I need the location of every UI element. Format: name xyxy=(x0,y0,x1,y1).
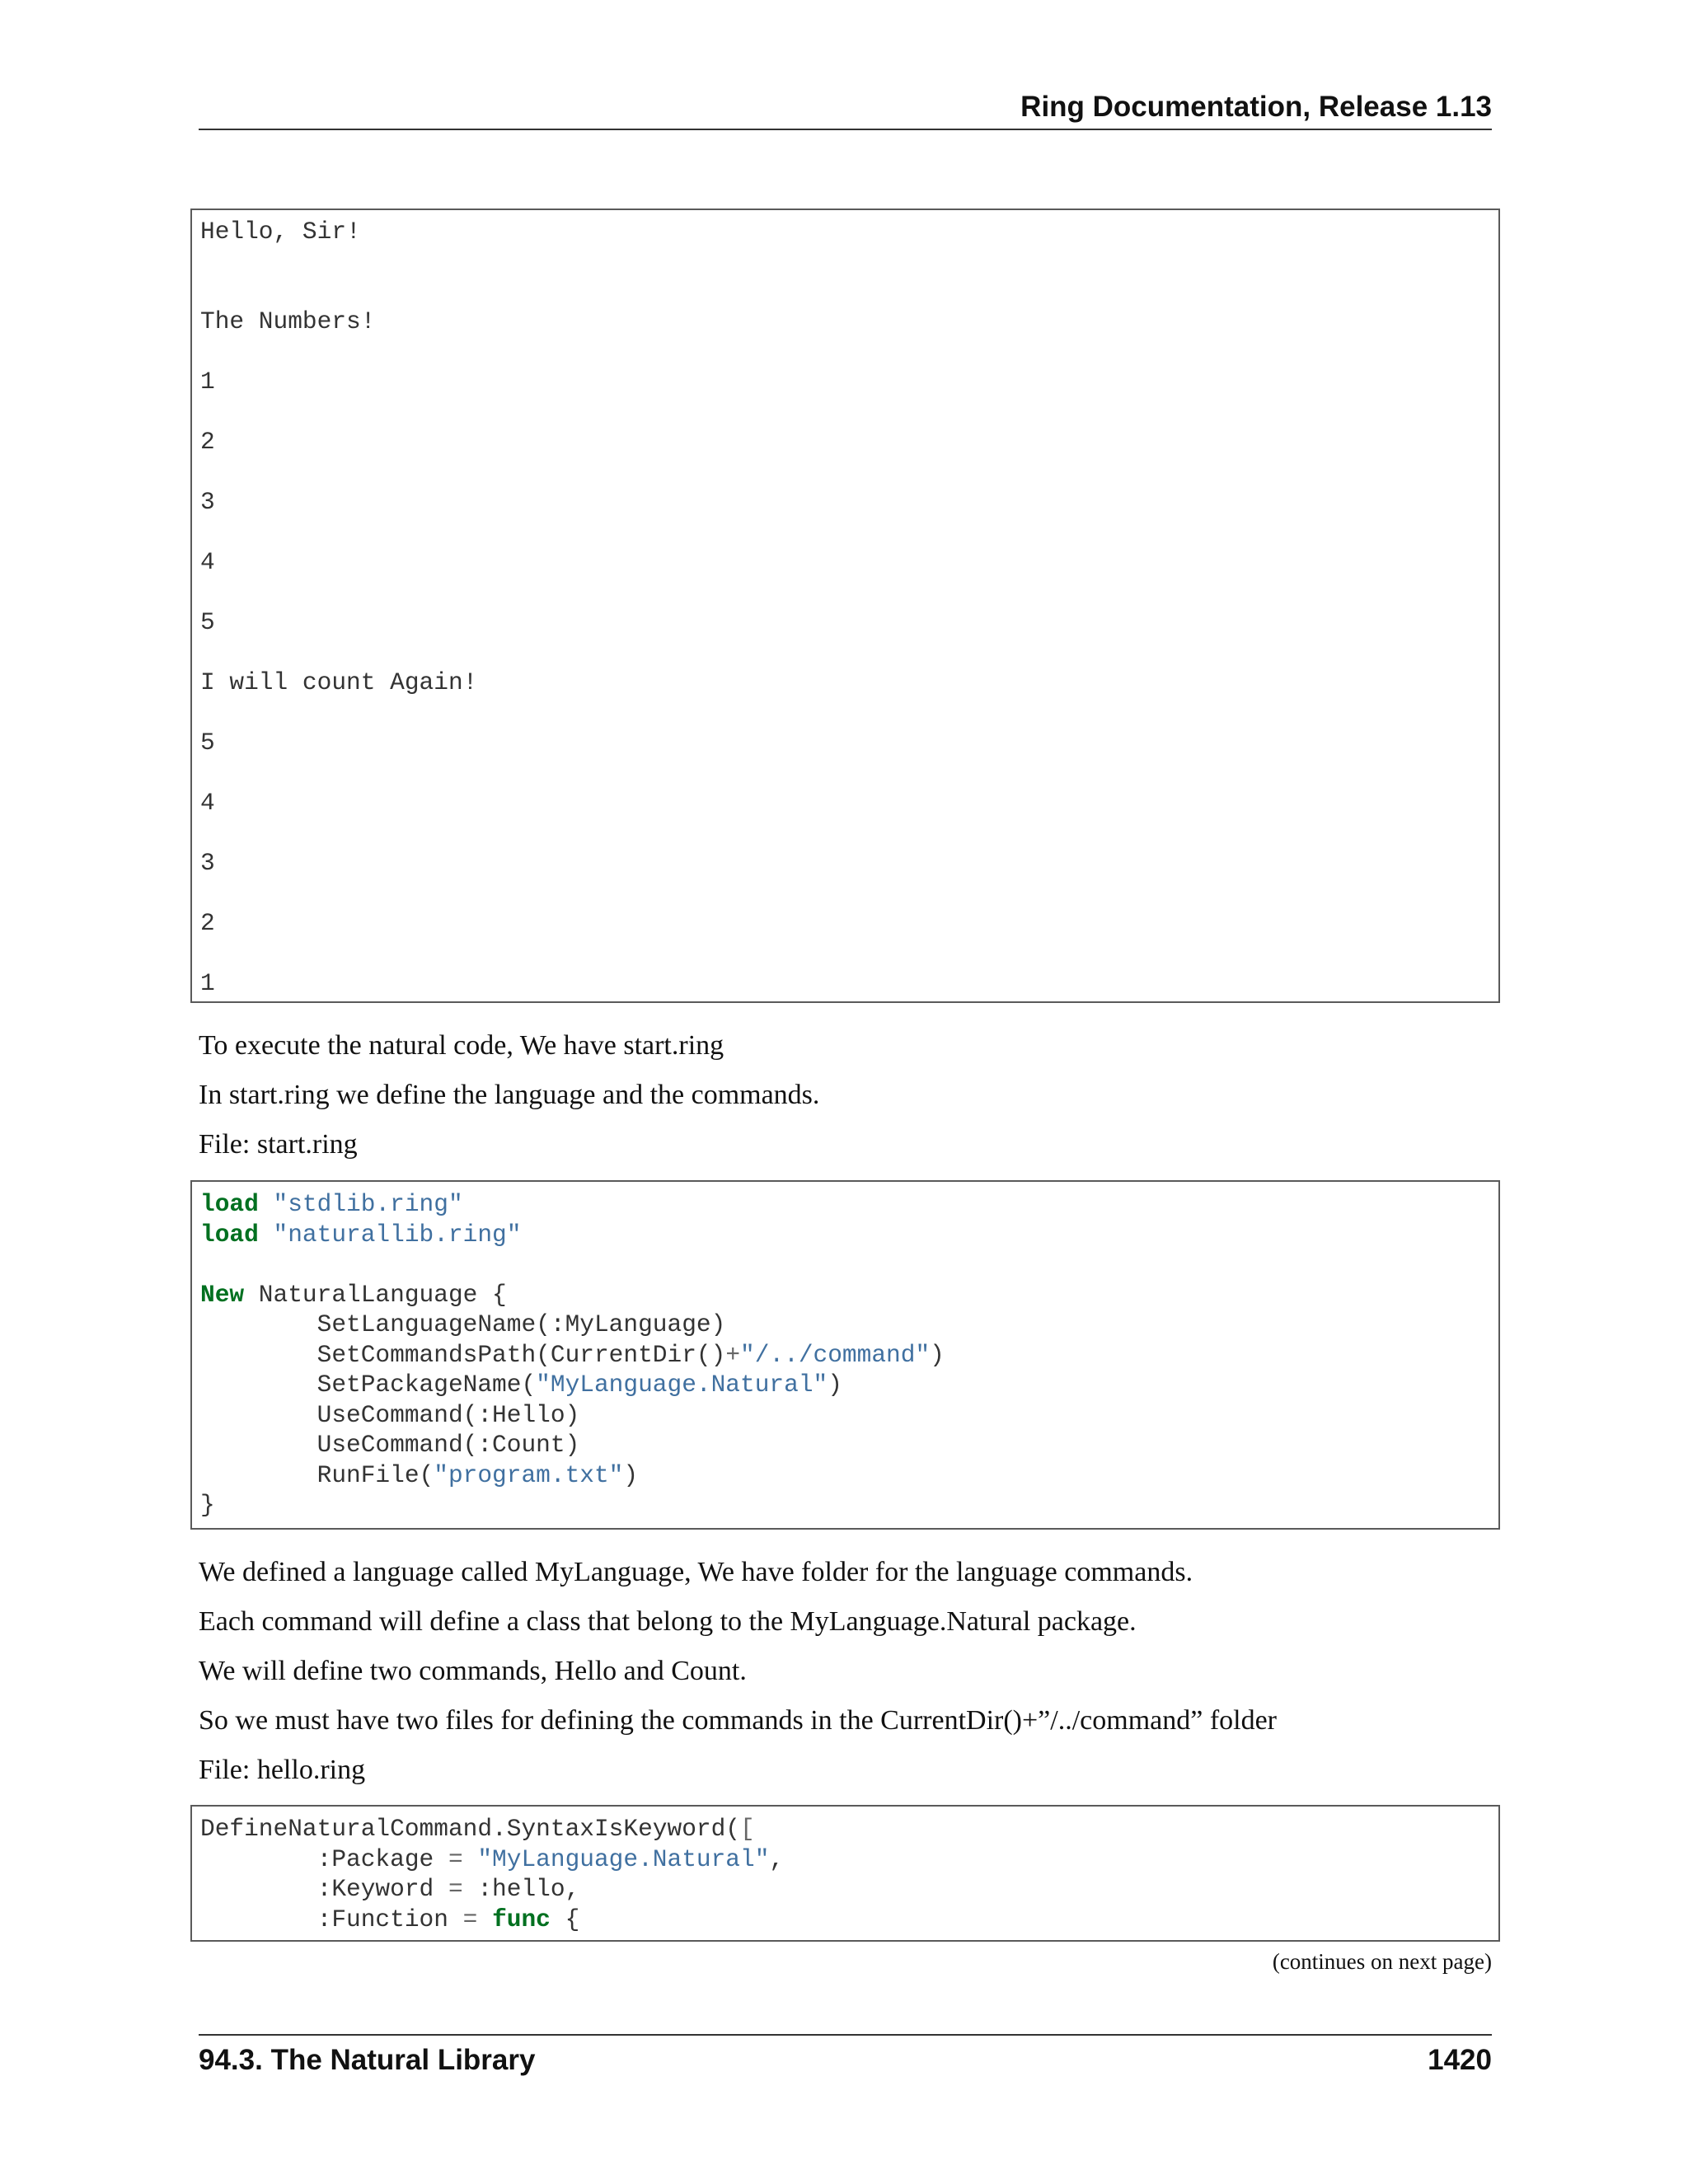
paragraph: We will define two commands, Hello and Count. xyxy=(199,1656,747,1686)
output-line: 5 xyxy=(200,729,215,757)
code-string: "/../command" xyxy=(740,1340,931,1369)
code-text: :Function xyxy=(200,1905,463,1933)
output-line: 3 xyxy=(200,849,215,877)
code-keyword: func xyxy=(492,1905,551,1933)
footer-rule xyxy=(199,2034,1492,2036)
code-text: { xyxy=(550,1905,580,1933)
code-string: "MyLanguage.Natural" xyxy=(477,1844,770,1873)
code-operator: + xyxy=(725,1340,741,1369)
paragraph: So we must have two files for defining the commands in the CurrentDir()+”/../command” folder xyxy=(199,1705,1278,1736)
paragraph: Each command will define a class that belong to the MyLanguage.Natural package. xyxy=(199,1606,1137,1637)
code-keyword: load xyxy=(200,1190,259,1218)
code-string: "MyLanguage.Natural" xyxy=(536,1371,828,1399)
start-ring-code-block xyxy=(190,1180,1500,1530)
output-line: 4 xyxy=(200,789,215,817)
output-line: 5 xyxy=(200,608,215,636)
code-text: :Package xyxy=(200,1844,448,1873)
code-text: ) xyxy=(828,1371,842,1399)
hello-ring-code-block xyxy=(190,1805,1500,1942)
code-keyword: New xyxy=(200,1280,245,1309)
code-keyword: load xyxy=(200,1220,259,1249)
paragraph: To execute the natural code, We have start.ring xyxy=(199,1030,724,1061)
file-label-hello-ring: File: hello.ring xyxy=(199,1755,366,1785)
code-operator: [ xyxy=(740,1815,755,1843)
code-string: "naturallib.ring" xyxy=(273,1220,522,1249)
output-line: Hello, Sir! xyxy=(200,218,361,246)
code-text: DefineNaturalCommand.SyntaxIsKeyword( xyxy=(200,1815,741,1843)
output-code-block xyxy=(190,209,1500,1003)
footer-section-title: 94.3. The Natural Library xyxy=(199,2044,536,2076)
code-text: UseCommand(:Hello) xyxy=(200,1400,580,1429)
header-rule xyxy=(199,129,1492,130)
output-line: 2 xyxy=(200,909,215,937)
code-text: , xyxy=(769,1844,785,1873)
output-line: 4 xyxy=(200,548,215,576)
code-text: SetCommandsPath(CurrentDir() xyxy=(200,1340,726,1369)
code-text: UseCommand(:Count) xyxy=(200,1431,580,1459)
output-line: 2 xyxy=(200,428,215,456)
paragraph: In start.ring we define the language and the commands. xyxy=(199,1080,820,1110)
code-text: SetLanguageName(:MyLanguage) xyxy=(200,1310,726,1338)
code-space xyxy=(463,1845,478,1873)
output-line: 1 xyxy=(200,969,215,997)
running-header-title: Ring Documentation, Release 1.13 xyxy=(1020,91,1492,123)
code-text: NaturalLanguage { xyxy=(244,1280,507,1309)
code-text: ) xyxy=(623,1460,639,1489)
code-text: } xyxy=(200,1491,215,1519)
output-line: The Numbers! xyxy=(200,307,376,335)
footer-page-number: 1420 xyxy=(1428,2044,1492,2076)
code-string: "program.txt" xyxy=(434,1460,624,1489)
output-line: I will count Again! xyxy=(200,668,478,696)
file-label-start-ring: File: start.ring xyxy=(199,1129,358,1160)
code-space xyxy=(477,1905,492,1933)
code-text: :hello, xyxy=(462,1875,580,1903)
code-operator: = xyxy=(462,1905,478,1933)
code-text: RunFile( xyxy=(200,1460,434,1489)
code-text: SetPackageName( xyxy=(200,1371,537,1399)
paragraph: We defined a language called MyLanguage, We have folder for the language commands. xyxy=(199,1557,1193,1587)
continues-note: (continues on next page) xyxy=(1272,1949,1492,1974)
code-operator: = xyxy=(448,1844,463,1873)
code-text: :Keyword xyxy=(200,1875,448,1903)
code-text: ) xyxy=(930,1340,945,1369)
code-operator: = xyxy=(448,1875,463,1903)
output-line: 3 xyxy=(200,488,215,516)
code-string: "stdlib.ring" xyxy=(273,1190,463,1218)
output-line: 1 xyxy=(200,368,215,396)
